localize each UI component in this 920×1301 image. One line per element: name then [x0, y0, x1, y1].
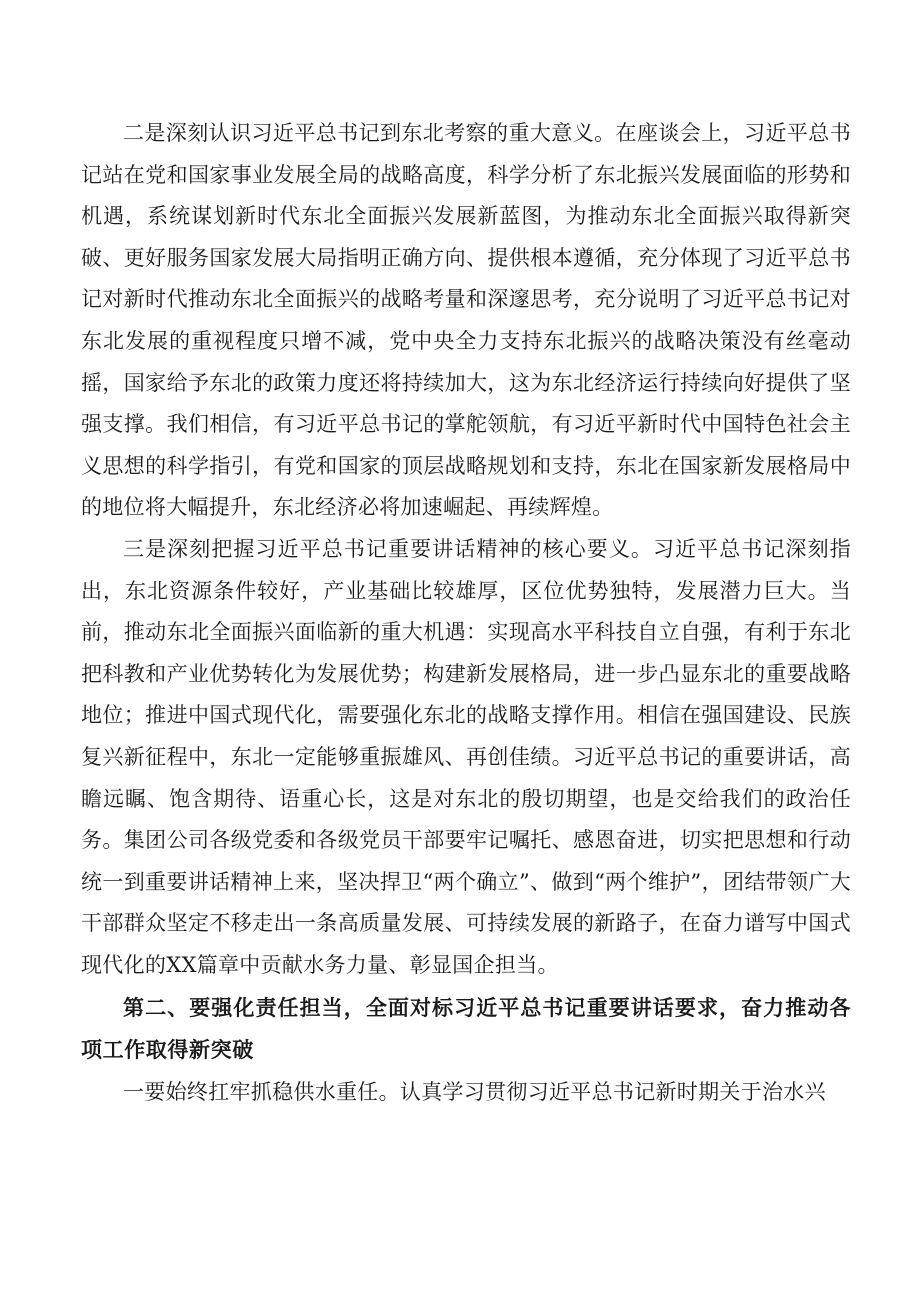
section-heading-2: 第二、要强化责任担当，全面对标习近平总书记重要讲话要求，奋力推动各项工作取得新突破	[81, 996, 851, 1063]
paragraph-4: 一要始终扛牢抓稳供水重任。认真学习贯彻习近平总书记新时期关于治水兴	[123, 1079, 826, 1104]
document-page	[81, 113, 851, 1113]
paragraph-2: 二是深刻认识习近平总书记到东北考察的重大意义。在座谈会上，习近平总书记站在党和国家事业发展全局的战略高度，科学分析了东北振兴发展面临的形势和机遇，系统谋划新时代东北全面振兴发展新蓝图，为推动东北全面振兴取得新突破、更好服务国家发展大局指明正确方向、提供根本遵循，充分体现了习近平总书记对新时代推动东北全面振兴的战略考量和深邃思考，充分说明了习近平总书记对东北发展的重视程度只增不减，党中央全力支持东北振兴的战略决策没有丝毫动摇，国家给予东北的政策力度还将持续加大，这为东北经济运行持续向好提供了坚强支撑。我们相信，有习近平总书记的掌舵领航，有习近平新时代中国特色社会主义思想的科学指引，有党和国家的顶层战略规划和支持，东北在国家新发展格局中的地位将大幅提升，东北经济必将加速崛起、再续辉煌。	[81, 121, 851, 520]
paragraph-3: 三是深刻把握习近平总书记重要讲话精神的核心要义。习近平总书记深刻指出，东北资源条件较好，产业基础比较雄厚，区位优势独特，发展潜力巨大。当前，推动东北全面振兴面临新的重大机遇：实现高水平科技自立自强，有利于东北把科教和产业优势转化为发展优势；构建新发展格局，进一步凸显东北的重要战略地位；推进中国式现代化，需要强化东北的战略支撑作用。相信在强国建设、民族复兴新征程中，东北一定能够重振雄风、再创佳绩。习近平总书记的重要讲话，高瞻远瞩、饱含期待、语重心长，这是对东北的殷切期望，也是交给我们的政治任务。集团公司各级党委和各级党员干部要牢记嘱托、感恩奋进，切实把思想和行动统一到重要讲话精神上来，坚决捍卫“两个确立”、做到“两个维护”，团结带领广大干部群众坚定不移走出一条高质量发展、可持续发展的新路子，在奋力谱写中国式现代化的XX篇章中贡献水务力量、彰显国企担当。	[81, 536, 851, 977]
